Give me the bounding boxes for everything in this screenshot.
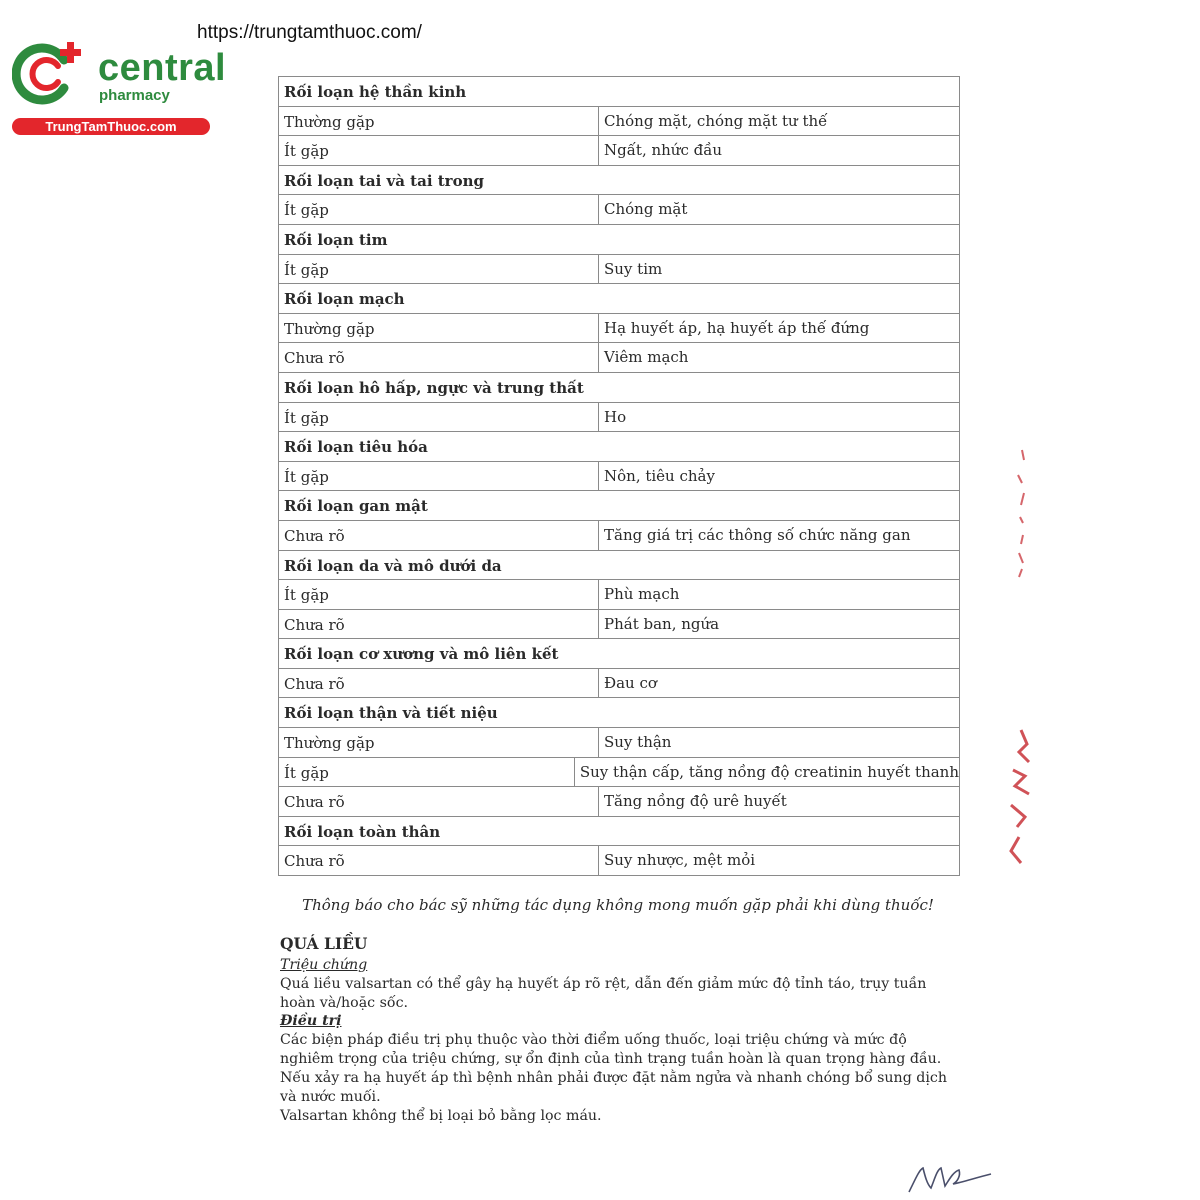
adverse-effects-table (278, 76, 960, 876)
table-row (279, 728, 959, 758)
section-header-label: Rối loạn mạch (284, 290, 405, 309)
table-section-header (279, 491, 959, 521)
effect-cell: Viêm mạch (604, 348, 689, 367)
table-row (279, 343, 959, 373)
section-header-label: Rối loạn gan mật (284, 497, 428, 516)
section-header-label: Rối loạn hệ thần kinh (284, 83, 467, 101)
table-section-header (279, 698, 959, 728)
table-row (279, 521, 959, 551)
frequency-cell: Chưa rõ (279, 787, 599, 816)
logo-brand-text: central (98, 47, 227, 89)
logo-site-badge: TrungTamThuoc.com (12, 118, 210, 135)
frequency-cell: Thường gặp (279, 728, 599, 757)
overdose-title: QUÁ LIỀU (280, 934, 368, 953)
frequency-cell: Ít gặp (279, 758, 575, 787)
logo-sub-text: pharmacy (99, 87, 170, 104)
frequency-cell: Ít gặp (279, 136, 599, 165)
frequency-cell: Chưa rõ (279, 343, 599, 372)
treatment-paragraph-1: Các biện pháp điều trị phụ thuộc vào thời điểm uống thuốc, loại triệu chứng và mức độ nghiêm trọng của triệu chứng, sự ổn định của tình trạng tuần hoàn là quan trọng hàng đầu. (280, 1032, 942, 1067)
table-row (279, 462, 959, 492)
watermark-url: https://trungtamthuoc.com/ (197, 22, 422, 43)
handwritten-signature (905, 1160, 995, 1196)
table-section-header (279, 284, 959, 314)
table-row (279, 787, 959, 817)
table-section-header (279, 77, 959, 107)
table-section-header (279, 639, 959, 669)
section-header-label: Rối loạn hô hấp, ngực và trung thất (284, 378, 584, 397)
pharmacy-cross-logo-icon (12, 40, 86, 106)
effect-cell: Hạ huyết áp, hạ huyết áp thế đứng (604, 318, 870, 337)
table-row (279, 610, 959, 640)
table-row (279, 580, 959, 610)
table-row (279, 107, 959, 137)
table-section-header (279, 166, 959, 196)
table-row (279, 255, 959, 285)
section-header-label: Rối loạn tai và tai trong (284, 171, 484, 190)
table-row (279, 758, 959, 788)
red-stamp-mark-lower (1003, 725, 1033, 870)
doctor-notice: Thông báo cho bác sỹ những tác dụng không mong muốn gặp phải khi dùng thuốc! (302, 896, 934, 914)
section-header-label: Rối loạn thận và tiết niệu (284, 704, 498, 723)
table-section-header (279, 373, 959, 403)
table-section-header (279, 817, 959, 847)
table-section-header (279, 551, 959, 581)
section-header-label: Rối loạn toàn thân (284, 822, 441, 841)
section-header-label: Rối loạn tim (284, 230, 388, 249)
section-header-label: Rối loạn da và mô dưới da (284, 556, 502, 575)
treatment-paragraph-3: Valsartan không thể bị loại bỏ bằng lọc máu. (280, 1108, 602, 1124)
effect-cell: Suy nhược, mệt mỏi (604, 851, 756, 870)
effect-cell: Suy tim (604, 259, 663, 278)
treatment-paragraph-2: Nếu xảy ra hạ huyết áp thì bệnh nhân phải được đặt nằm ngửa và nhanh chóng bổ sung dịch và nước muối. (280, 1070, 947, 1105)
table-row (279, 195, 959, 225)
table-row (279, 314, 959, 344)
effect-cell: Chóng mặt, chóng mặt tư thế (604, 111, 828, 130)
frequency-cell: Ít gặp (279, 580, 599, 609)
effect-cell: Phù mạch (604, 585, 680, 604)
red-stamp-mark-upper (1010, 445, 1030, 580)
symptoms-heading: Triệu chứng (280, 957, 368, 973)
frequency-cell: Chưa rõ (279, 669, 599, 698)
section-header-label: Rối loạn tiêu hóa (284, 438, 428, 457)
effect-cell: Tăng giá trị các thông số chức năng gan (604, 525, 911, 544)
effect-cell: Ho (604, 407, 627, 426)
symptoms-paragraph: Quá liều valsartan có thể gây hạ huyết áp rõ rệt, dẫn đến giảm mức độ tỉnh táo, trụy tuần hoàn và/hoặc sốc. (280, 976, 927, 1011)
table-row (279, 846, 959, 876)
table-section-header (279, 225, 959, 255)
table-row (279, 136, 959, 166)
effect-cell: Chóng mặt (604, 200, 688, 219)
frequency-cell: Ít gặp (279, 195, 599, 224)
effect-cell: Phát ban, ngứa (604, 614, 720, 633)
effect-cell: Đau cơ (604, 673, 657, 692)
central-pharmacy-logo (10, 38, 227, 138)
table-row (279, 403, 959, 433)
frequency-cell: Ít gặp (279, 462, 599, 491)
frequency-cell: Ít gặp (279, 403, 599, 432)
effect-cell: Ngất, nhức đầu (604, 141, 723, 160)
section-header-label: Rối loạn cơ xương và mô liên kết (284, 645, 559, 664)
frequency-cell: Thường gặp (279, 314, 599, 343)
frequency-cell: Ít gặp (279, 255, 599, 284)
treatment-heading: Điều trị (280, 1013, 342, 1029)
frequency-cell: Thường gặp (279, 107, 599, 136)
effect-cell: Suy thận (604, 733, 672, 752)
effect-cell: Suy thận cấp, tăng nồng độ creatinin huyết thanh (579, 762, 959, 781)
frequency-cell: Chưa rõ (279, 521, 599, 550)
frequency-cell: Chưa rõ (279, 610, 599, 639)
effect-cell: Tăng nồng độ urê huyết (604, 792, 787, 811)
table-row (279, 669, 959, 699)
table-section-header (279, 432, 959, 462)
effect-cell: Nôn, tiêu chảy (604, 466, 715, 485)
frequency-cell: Chưa rõ (279, 846, 599, 875)
